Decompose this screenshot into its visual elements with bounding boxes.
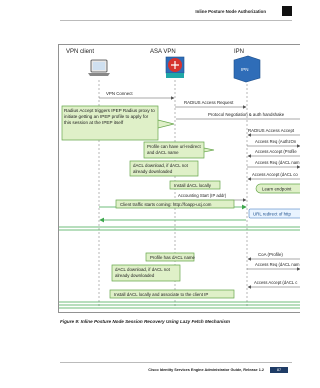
sequence-diagram (58, 44, 300, 314)
note-install-dacl-text: Install dACL locally (174, 182, 211, 188)
message-radius-access-request: RADIUS Access Request (184, 100, 234, 105)
note-radius-proxy-text: Radius Accept triggers IPEP Radius proxy to initiate getting an IPEP profile to apply for this session at the IPEP itself (64, 108, 155, 125)
ipn-server-icon (234, 56, 260, 82)
figure-caption: Figure 9: Inline Posture Node Session Recovery Using Lazy Fetch Mechanism (60, 319, 231, 324)
message-learn-endpoint: Learn endpoint (262, 186, 292, 192)
footer-guide-title: Cisco Identity Services Engine Administrator Guide, Release 1.2 (148, 368, 264, 372)
ipn-icon-text: IPN (241, 67, 249, 72)
message-radius-access-accept: RADIUS Access Accept (248, 128, 295, 133)
note-profile-dacl-name (146, 253, 196, 261)
note-install-dacl (170, 181, 220, 189)
message-coa-profile: CoA (Profile) (258, 252, 283, 257)
asa-firewall-icon (166, 57, 184, 78)
message-access-accept-dacl-2: Access Accept (dACL c (254, 280, 298, 285)
footer-divider (60, 362, 292, 363)
note-client-traffic-text: Client traffic starts coming: http://foapp-ucj.com (120, 201, 212, 207)
note-dacl-download (130, 161, 198, 176)
message-vpn-connect: VPN Connect (106, 91, 133, 96)
note-profile-redirect (144, 142, 214, 158)
message-access-req-dacl-2: Access Req (dACL nam (255, 262, 300, 267)
note-profile-dacl-name-text: Profile has dACL name (150, 254, 195, 260)
header-divider (60, 20, 292, 21)
page-footer (0, 362, 300, 388)
asa-vpn-label: ASA VPN (150, 49, 176, 55)
note-install-dacl-client (110, 290, 234, 298)
page-header-title: Inline Posture Node Authorization (195, 9, 266, 14)
message-access-accept-profile: Access Accept (Profile (255, 149, 297, 154)
note-radius-proxy (62, 106, 174, 140)
sequence-diagram-svg (58, 44, 300, 314)
message-accounting-start: Accounting Start (IP addr) (178, 193, 227, 198)
note-dacl-download-2 (112, 265, 180, 281)
laptop-icon (88, 60, 110, 76)
note-client-traffic (116, 200, 234, 208)
note-install-dacl-client-text: Install dACL locally and associate to the client IP (114, 291, 209, 297)
vpn-client-label: VPN client (66, 49, 95, 55)
page-header (0, 0, 300, 30)
message-access-req-dacl: Access Req (dACL nam (255, 160, 300, 165)
message-access-req-authz: Access Req (AuthzOn (255, 139, 297, 144)
ipn-label: IPN (234, 49, 245, 55)
message-access-accept-dacl: Access Accept (dACL co (252, 172, 298, 177)
note-dacl-download-text: dACL download, if dACL not already downloaded (133, 163, 188, 174)
message-url-redirect: URL redirect of http (253, 211, 291, 217)
message-protocol-negotiation: Protocol Negotiation & auth handshake (208, 112, 285, 117)
note-dacl-download-2-text: dACL download, if dACL not already downloaded (115, 267, 170, 278)
chapter-tab (282, 6, 292, 16)
page-number: 87 (270, 367, 288, 373)
note-profile-redirect-text: Profile can have url-redirect and dACL name (147, 144, 201, 155)
